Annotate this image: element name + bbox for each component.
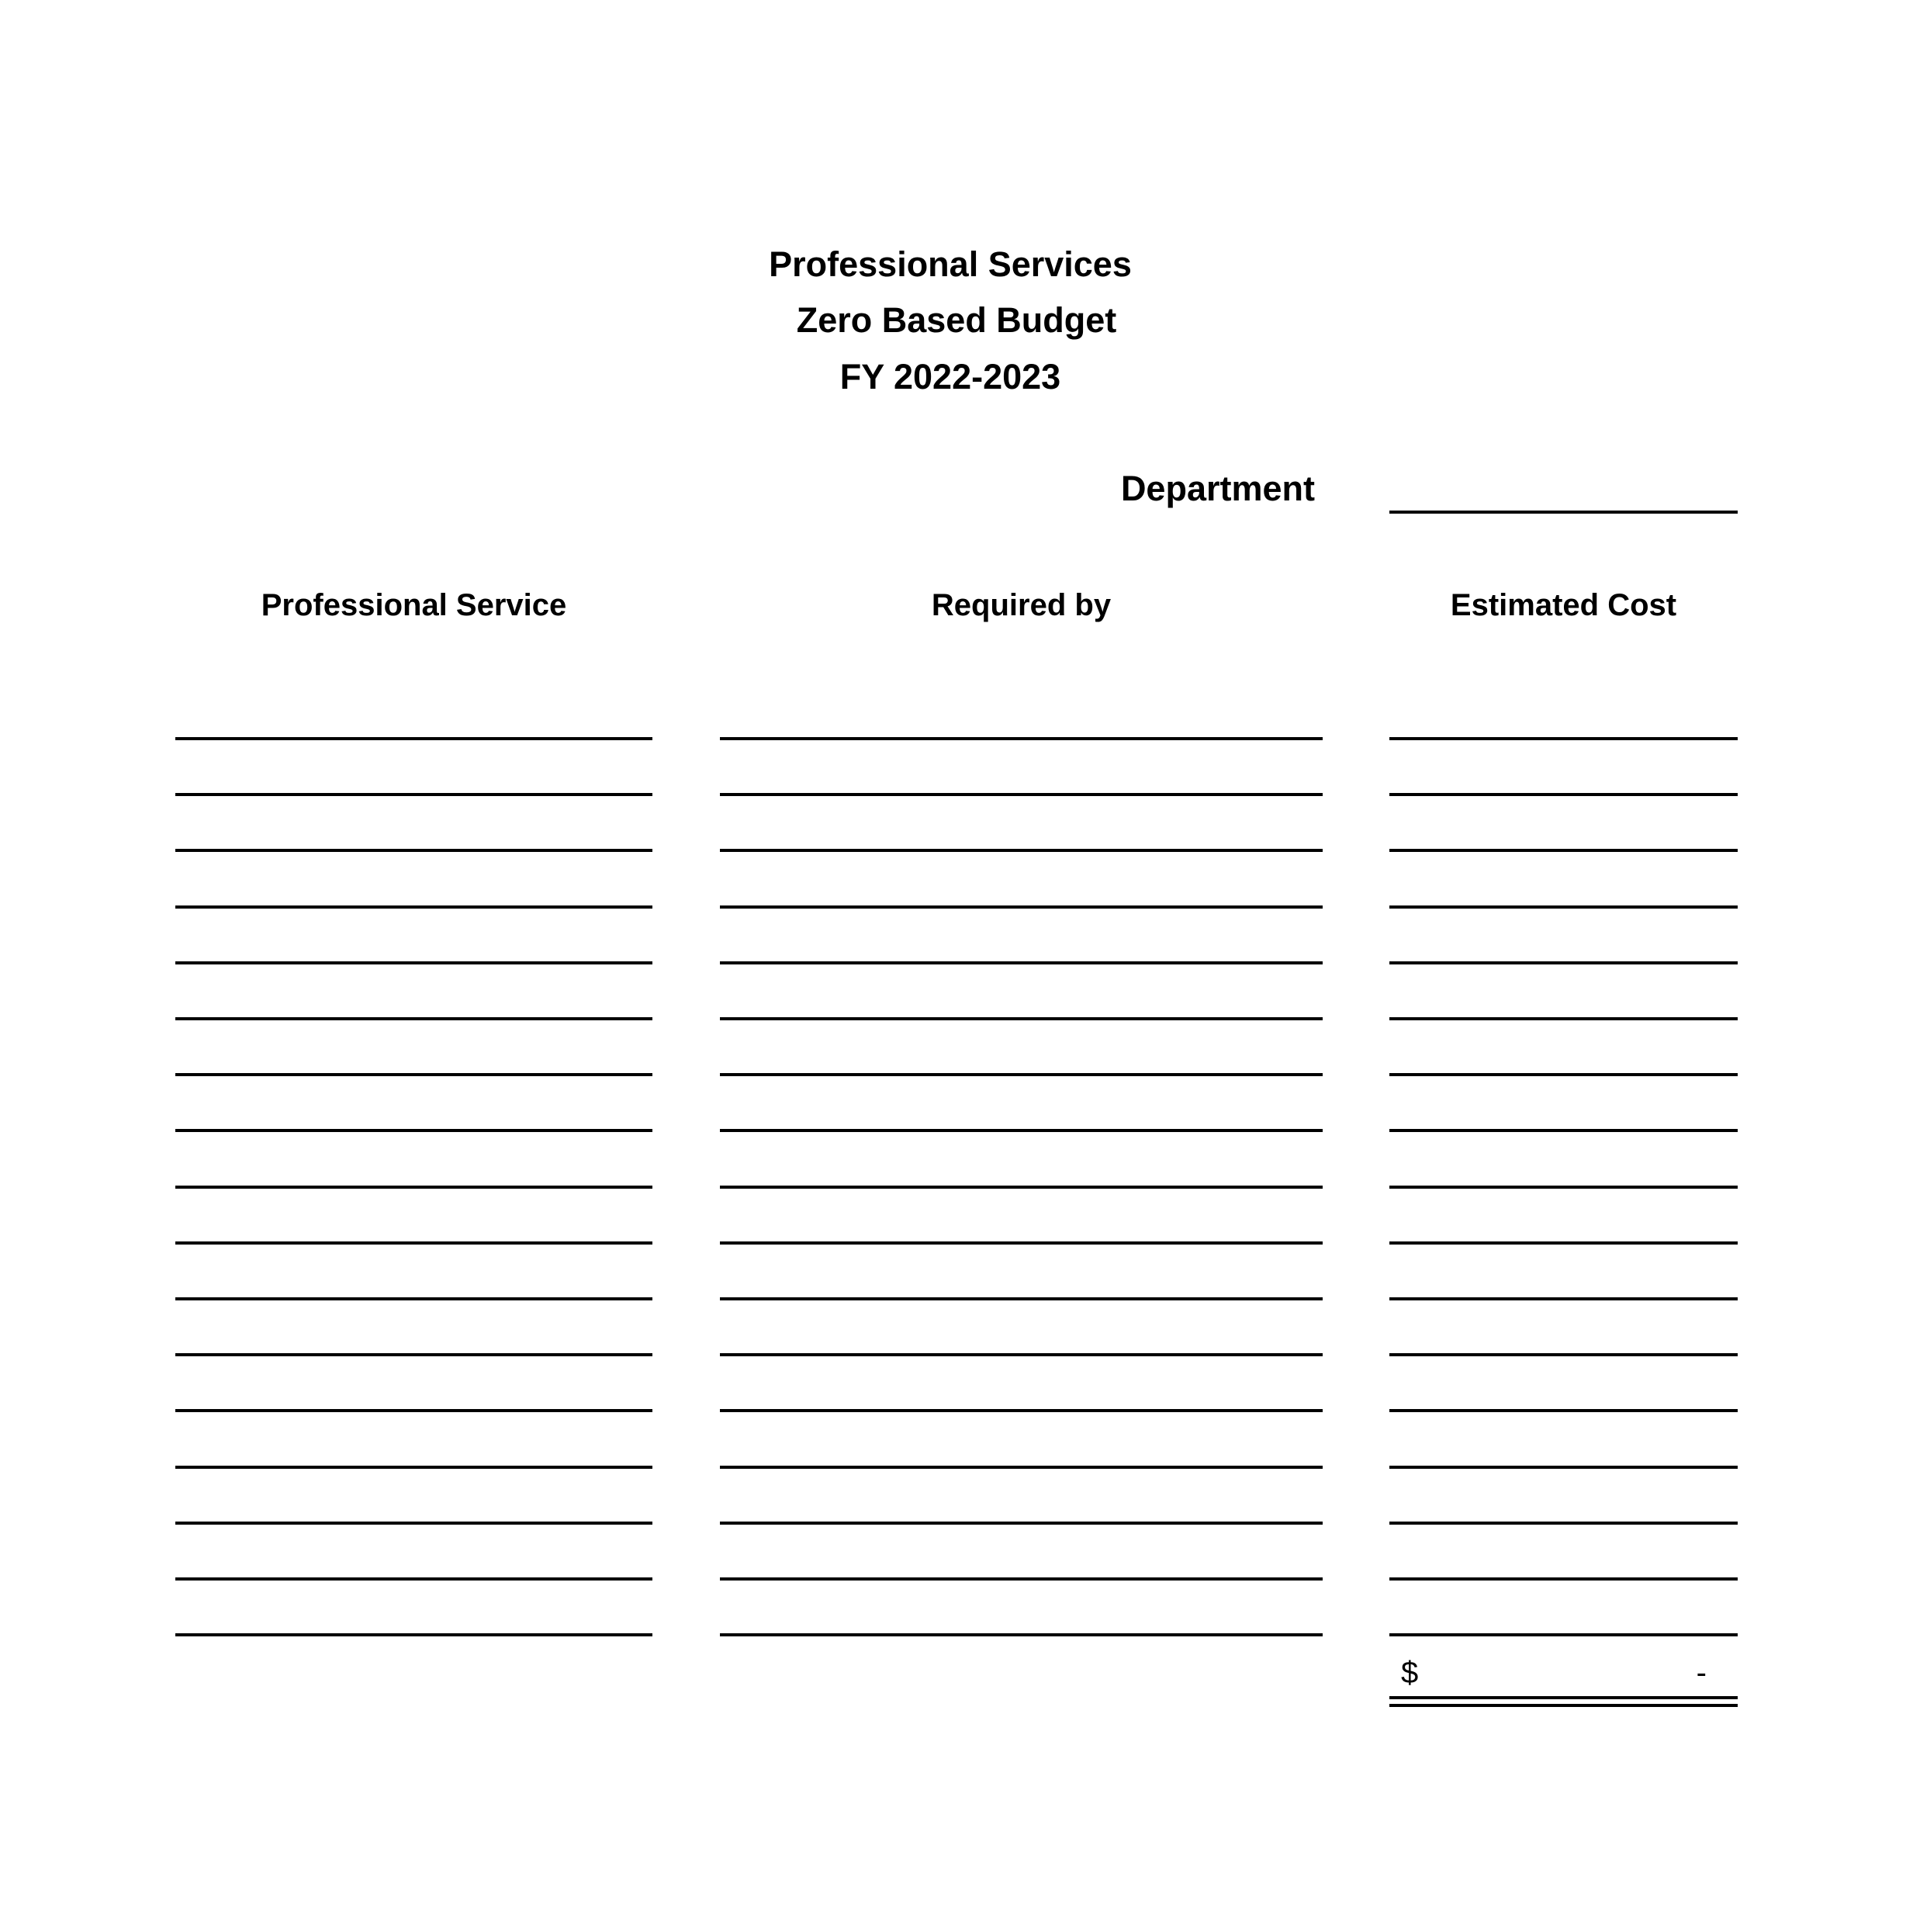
required-by-entry-line[interactable]: [720, 1297, 1323, 1300]
service-entry-line[interactable]: [175, 1522, 652, 1525]
estimated-cost-entry-line[interactable]: [1389, 1073, 1738, 1076]
service-entry-line[interactable]: [175, 1633, 652, 1636]
total-double-underline: [1389, 1696, 1738, 1707]
estimated-cost-entry-line[interactable]: [1389, 961, 1738, 964]
required-by-entry-line[interactable]: [720, 905, 1323, 909]
service-entry-line[interactable]: [175, 1353, 652, 1356]
service-entry-line[interactable]: [175, 1466, 652, 1469]
estimated-cost-entry-line[interactable]: [1389, 1241, 1738, 1245]
estimated-cost-entry-line[interactable]: [1389, 1353, 1738, 1356]
column-header-required-by: Required by: [931, 588, 1112, 622]
total-currency-symbol: $: [1401, 1656, 1419, 1690]
estimated-cost-entry-line[interactable]: [1389, 1409, 1738, 1412]
estimated-cost-entry-line[interactable]: [1389, 1129, 1738, 1132]
estimated-cost-entry-line[interactable]: [1389, 1017, 1738, 1020]
required-by-entry-line[interactable]: [720, 1466, 1323, 1469]
service-entry-line[interactable]: [175, 1129, 652, 1132]
estimated-cost-entry-line[interactable]: [1389, 1577, 1738, 1581]
estimated-cost-entry-line[interactable]: [1389, 793, 1738, 796]
service-entry-line[interactable]: [175, 1577, 652, 1581]
required-by-entry-line[interactable]: [720, 849, 1323, 852]
required-by-entry-line[interactable]: [720, 1633, 1323, 1636]
service-entry-line[interactable]: [175, 1073, 652, 1076]
estimated-cost-entry-line[interactable]: [1389, 737, 1738, 740]
required-by-entry-line[interactable]: [720, 961, 1323, 964]
service-entry-line[interactable]: [175, 961, 652, 964]
service-entry-line[interactable]: [175, 1017, 652, 1020]
required-by-entry-line[interactable]: [720, 1241, 1323, 1245]
service-entry-line[interactable]: [175, 905, 652, 909]
estimated-cost-entry-line[interactable]: [1389, 1522, 1738, 1525]
department-field[interactable]: [1389, 511, 1738, 514]
page-subtitle: Zero Based Budget: [796, 300, 1117, 340]
required-by-entry-line[interactable]: [720, 1522, 1323, 1525]
department-label: Department: [1120, 469, 1315, 508]
service-entry-line[interactable]: [175, 1409, 652, 1412]
column-header-estimated-cost: Estimated Cost: [1450, 588, 1677, 622]
estimated-cost-entry-line[interactable]: [1389, 905, 1738, 909]
required-by-entry-line[interactable]: [720, 793, 1323, 796]
required-by-entry-line[interactable]: [720, 1353, 1323, 1356]
required-by-entry-line[interactable]: [720, 1129, 1323, 1132]
service-entry-line[interactable]: [175, 793, 652, 796]
required-by-entry-line[interactable]: [720, 1186, 1323, 1189]
column-header-professional-service: Professional Service: [261, 588, 567, 622]
service-entry-line[interactable]: [175, 849, 652, 852]
service-entry-line[interactable]: [175, 737, 652, 740]
service-entry-line[interactable]: [175, 1297, 652, 1300]
required-by-entry-line[interactable]: [720, 737, 1323, 740]
required-by-entry-line[interactable]: [720, 1577, 1323, 1581]
page-title: Professional Services: [769, 244, 1132, 284]
service-entry-line[interactable]: [175, 1186, 652, 1189]
estimated-cost-entry-line[interactable]: [1389, 1466, 1738, 1469]
estimated-cost-entry-line[interactable]: [1389, 1186, 1738, 1189]
fiscal-year-label: FY 2022-2023: [839, 357, 1061, 396]
estimated-cost-entry-line[interactable]: [1389, 849, 1738, 852]
required-by-entry-line[interactable]: [720, 1017, 1323, 1020]
estimated-cost-entry-line[interactable]: [1389, 1633, 1738, 1636]
total-value: -: [1696, 1656, 1707, 1690]
required-by-entry-line[interactable]: [720, 1409, 1323, 1412]
service-entry-line[interactable]: [175, 1241, 652, 1245]
estimated-cost-entry-line[interactable]: [1389, 1297, 1738, 1300]
required-by-entry-line[interactable]: [720, 1073, 1323, 1076]
